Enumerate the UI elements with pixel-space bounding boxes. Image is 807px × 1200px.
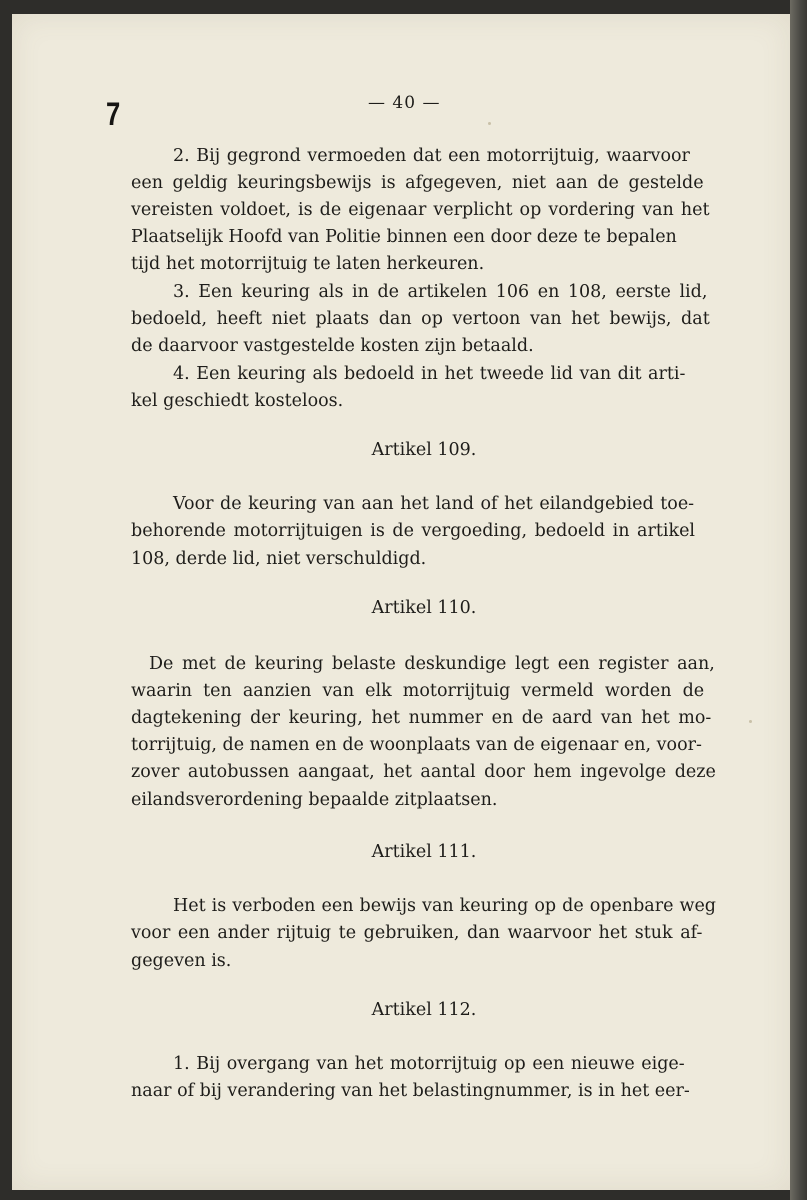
text-line: torrijtuig, de namen en de woonplaats van de eigenaar en, voor-: [131, 735, 702, 755]
text-line: De met de keuring belaste deskundige legt een register aan,: [149, 654, 715, 674]
page-number: — 40 —: [368, 93, 441, 113]
article-110-heading: Artikel 110.: [371, 598, 477, 618]
article-111-heading: Artikel 111.: [371, 842, 477, 862]
text-line: 1. Bij overgang van het motorrijtuig op een nieuwe eige-: [173, 1054, 685, 1074]
text-line: Voor de keuring van aan het land of het eilandgebied toe-: [173, 494, 695, 514]
text-line: bedoeld, heeft niet plaats dan op vertoon van het bewijs, dat: [131, 309, 710, 329]
text-line: waarin ten aanzien van elk motorrijtuig vermeld worden de: [131, 681, 705, 701]
book-spine: [790, 0, 807, 1200]
text-line: gegeven is.: [131, 951, 232, 971]
text-line: vereisten voldoet, is de eigenaar verplicht op vordering van het: [131, 200, 710, 220]
speck: [488, 122, 491, 125]
text-line: eilandsverordening bepaalde zitplaatsen.: [131, 790, 498, 810]
text-line: behorende motorrijtuigen is de vergoeding, bedoeld in artikel: [131, 521, 696, 541]
text-line: naar of bij verandering van het belastingnummer, is in het eer-: [131, 1081, 690, 1101]
text-line: een geldig keuringsbewijs is afgegeven, niet aan de gestelde: [131, 173, 704, 193]
article-112-heading: Artikel 112.: [371, 1000, 477, 1020]
text-line: 3. Een keuring als in de artikelen 106 en 108, eerste lid,: [173, 282, 708, 302]
text-line: 4. Een keuring als bedoeld in het tweede lid van dit arti-: [173, 364, 686, 384]
text-line: 2. Bij gegrond vermoeden dat een motorrijtuig, waarvoor: [173, 146, 690, 166]
text-line: zover autobussen aangaat, het aantal door hem ingevolge deze: [131, 762, 716, 782]
text-line: Het is verboden een bewijs van keuring op de openbare weg: [173, 896, 716, 916]
text-line: dagtekening der keuring, het nummer en de aard van het mo-: [131, 708, 712, 728]
article-109-heading: Artikel 109.: [371, 440, 477, 460]
text-line: Plaatselijk Hoofd van Politie binnen een door deze te bepalen: [131, 227, 677, 247]
text-line: kel geschiedt kosteloos.: [131, 391, 344, 411]
text-line: voor een ander rijtuig te gebruiken, dan waarvoor het stuk af-: [131, 923, 703, 943]
text-line: 108, derde lid, niet verschuldigd.: [131, 549, 427, 569]
text-line: de daarvoor vastgestelde kosten zijn betaald.: [131, 336, 534, 356]
speck: [749, 720, 752, 723]
text-line: tijd het motorrijtuig te laten herkeuren.: [131, 254, 485, 274]
margin-mark: 7: [106, 96, 121, 132]
